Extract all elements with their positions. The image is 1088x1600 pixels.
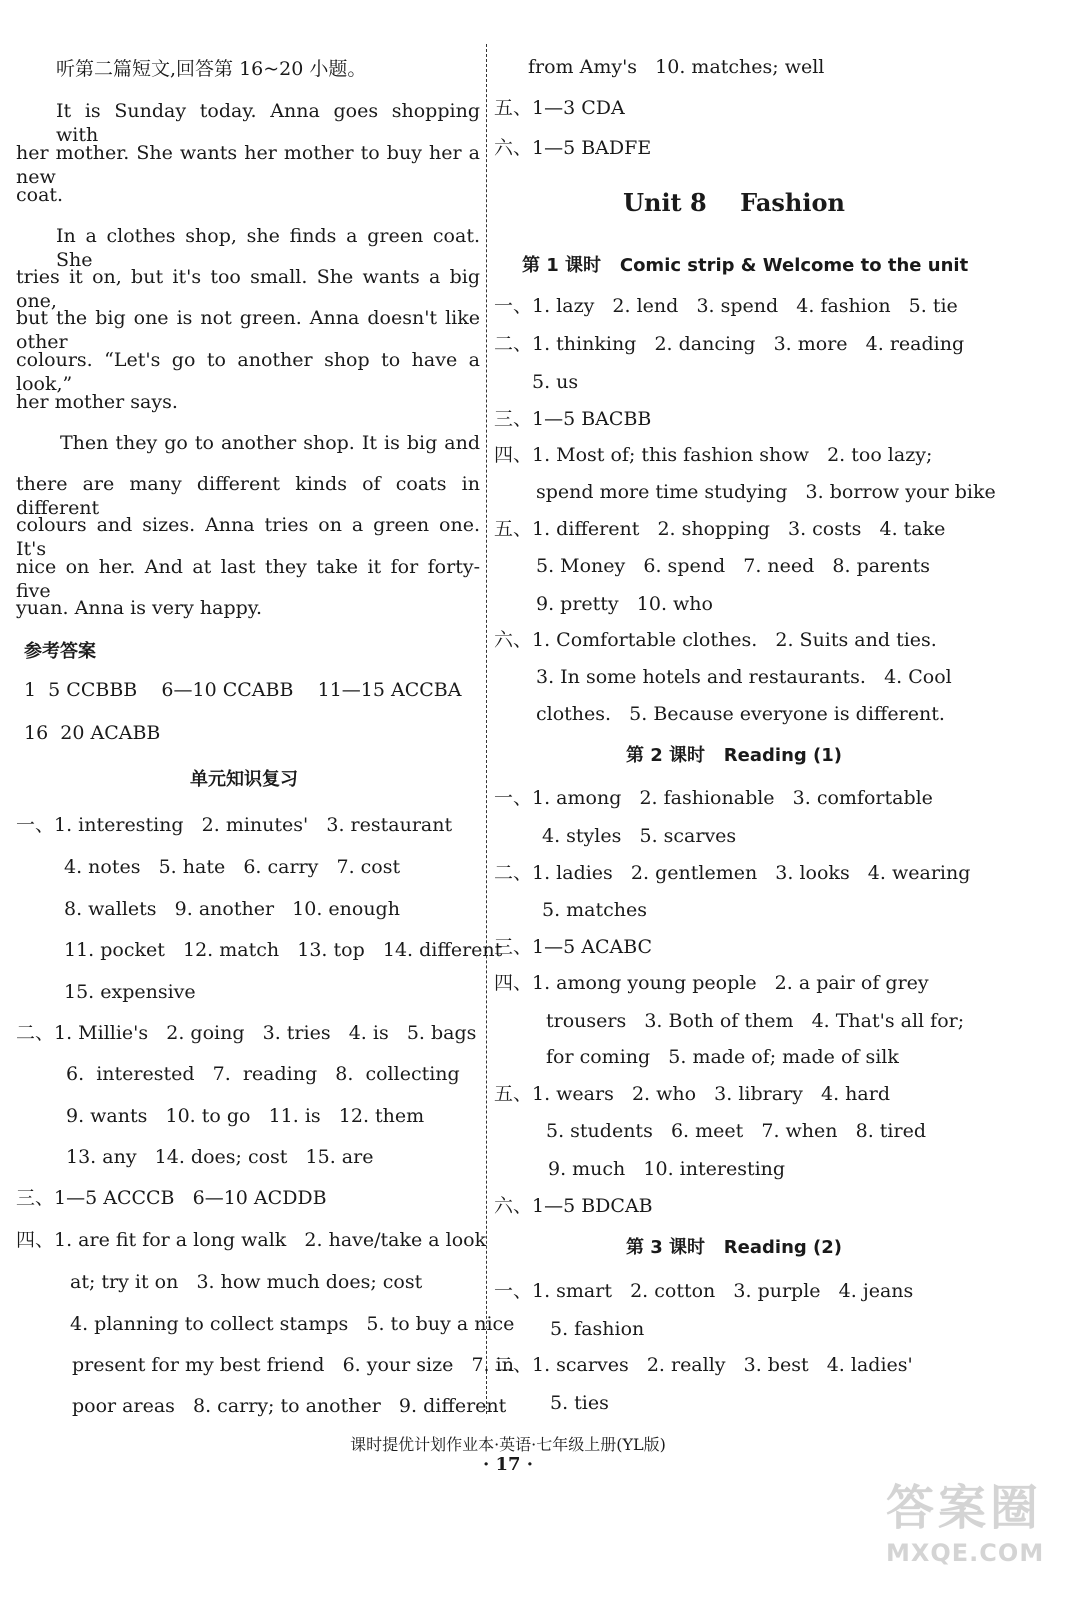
answer-line: 六、1—5 BADFE: [494, 137, 652, 159]
review-line: 9. wants 10. to go 11. is 12. them: [66, 1105, 425, 1127]
review-line: 13. any 14. does; cost 15. are: [66, 1146, 374, 1168]
lesson2-title: 第 2 课时 Reading (1): [625, 745, 843, 766]
lesson-line: 三、1—5 ACABC: [494, 936, 653, 958]
passage-line: coat.: [16, 184, 64, 206]
lesson-line: 四、1. among young people 2. a pair of grey: [494, 972, 929, 994]
column-divider: [486, 44, 487, 1414]
lesson-line: 二、1. scarves 2. really 3. best 4. ladies': [494, 1354, 913, 1376]
answers-heading: 参考答案: [24, 641, 96, 662]
lesson-line: 5. Money 6. spend 7. need 8. parents: [536, 555, 931, 577]
lesson-line: 六、1—5 BDCAB: [494, 1195, 653, 1217]
review-line: 一、1. interesting 2. minutes' 3. restaurant: [16, 814, 453, 836]
lesson-line: 3. In some hotels and restaurants. 4. Cool: [536, 666, 952, 688]
passage-line: nice on her. And at last they take it for forty-five: [16, 556, 480, 602]
answer-line: 五、1—3 CDA: [494, 97, 625, 119]
lesson-line: 5. ties: [550, 1392, 609, 1414]
review-line: 4. planning to collect stamps 5. to buy a nice: [70, 1313, 515, 1335]
review-line: 三、1—5 ACCCB 6—10 ACDDB: [16, 1187, 327, 1209]
lesson-line: 一、1. lazy 2. lend 3. spend 4. fashion 5. tie: [494, 295, 958, 317]
lesson-line: clothes. 5. Because everyone is different.: [536, 703, 945, 725]
lesson-line: 二、1. thinking 2. dancing 3. more 4. reading: [494, 333, 965, 355]
review-heading: 单元知识复习: [190, 769, 298, 790]
passage-line: colours. “Let's go to another shop to have a look,”: [16, 349, 480, 395]
review-line: poor areas 8. carry; to another 9. different: [72, 1395, 507, 1417]
passage-line: It is Sunday today. Anna goes shopping with: [56, 100, 480, 146]
lesson1-title: 第 1 课时 Comic strip & Welcome to the unit: [522, 255, 969, 276]
passage-line: tries it on, but it's too small. She wants a big one,: [16, 266, 480, 312]
passage-line: her mother says.: [16, 391, 178, 413]
page-number: · 17 ·: [482, 1454, 534, 1475]
lesson-line: trousers 3. Both of them 4. That's all for;: [546, 1010, 965, 1032]
review-line: present for my best friend 6. your size 7. in: [72, 1354, 514, 1376]
lesson-line: 一、1. smart 2. cotton 3. purple 4. jeans: [494, 1280, 914, 1302]
review-line: 15. expensive: [64, 981, 196, 1003]
passage-line: there are many different kinds of coats in different: [16, 473, 480, 519]
review-line: 11. pocket 12. match 13. top 14. different: [64, 939, 503, 961]
review-line: at; try it on 3. how much does; cost: [70, 1271, 423, 1293]
lesson-line: spend more time studying 3. borrow your bike: [536, 481, 996, 503]
lesson-line: 一、1. among 2. fashionable 3. comfortable: [494, 787, 933, 809]
passage-line: yuan. Anna is very happy.: [16, 597, 263, 619]
answer-line: from Amy's 10. matches; well: [528, 56, 825, 78]
lesson-line: 5. students 6. meet 7. when 8. tired: [546, 1120, 926, 1142]
lesson3-title: 第 3 课时 Reading (2): [625, 1237, 843, 1258]
answer-line: 16 20 ACABB: [24, 722, 161, 744]
lesson-line: 六、1. Comfortable clothes. 2. Suits and ties.: [494, 629, 937, 651]
book-title-footer: 课时提优计划作业本·英语·七年级上册(YL版): [350, 1435, 666, 1454]
lesson-line: 三、1—5 BACBB: [494, 408, 652, 430]
review-line: 6. interested 7. reading 8. collecting: [66, 1063, 460, 1085]
watermark-logo-text: 答案圈: [886, 1480, 1043, 1536]
passage-intro: 听第二篇短文,回答第 16~20 小题。: [56, 58, 367, 80]
passage-line: her mother. She wants her mother to buy her a new: [16, 142, 480, 188]
passage-line: In a clothes shop, she finds a green coat. She: [56, 225, 480, 271]
lesson-line: 9. pretty 10. who: [536, 593, 713, 615]
lesson-line: 五、1. different 2. shopping 3. costs 4. take: [494, 518, 946, 540]
lesson-line: 9. much 10. interesting: [548, 1158, 786, 1180]
watermark-url: MXQE.COM: [886, 1539, 1045, 1567]
lesson-line: 5. us: [532, 371, 579, 393]
review-line: 8. wallets 9. another 10. enough: [64, 898, 400, 920]
review-line: 二、1. Millie's 2. going 3. tries 4. is 5. bags: [16, 1022, 477, 1044]
lesson-line: 四、1. Most of; this fashion show 2. too lazy;: [494, 444, 933, 466]
lesson-line: 4. styles 5. scarves: [542, 825, 737, 847]
passage-line: colours and sizes. Anna tries on a green one. It's: [16, 514, 480, 560]
lesson-line: 5. fashion: [550, 1318, 645, 1340]
review-line: 四、1. are fit for a long walk 2. have/take a look: [16, 1229, 487, 1251]
lesson-line: 五、1. wears 2. who 3. library 4. hard: [494, 1083, 890, 1105]
answer-line: 1 5 CCBBB 6—10 CCABB 11—15 ACCBA: [24, 679, 462, 701]
passage-line: Then they go to another shop. It is big and: [60, 432, 480, 454]
site-watermark: [886, 1478, 1076, 1588]
lesson-line: for coming 5. made of; made of silk: [546, 1046, 899, 1068]
review-line: 4. notes 5. hate 6. carry 7. cost: [64, 856, 401, 878]
passage-line: but the big one is not green. Anna doesn't like other: [16, 307, 480, 353]
lesson-line: 二、1. ladies 2. gentlemen 3. looks 4. wearing: [494, 862, 971, 884]
unit-title: Unit 8 Fashion: [623, 188, 845, 217]
lesson-line: 5. matches: [542, 899, 648, 921]
